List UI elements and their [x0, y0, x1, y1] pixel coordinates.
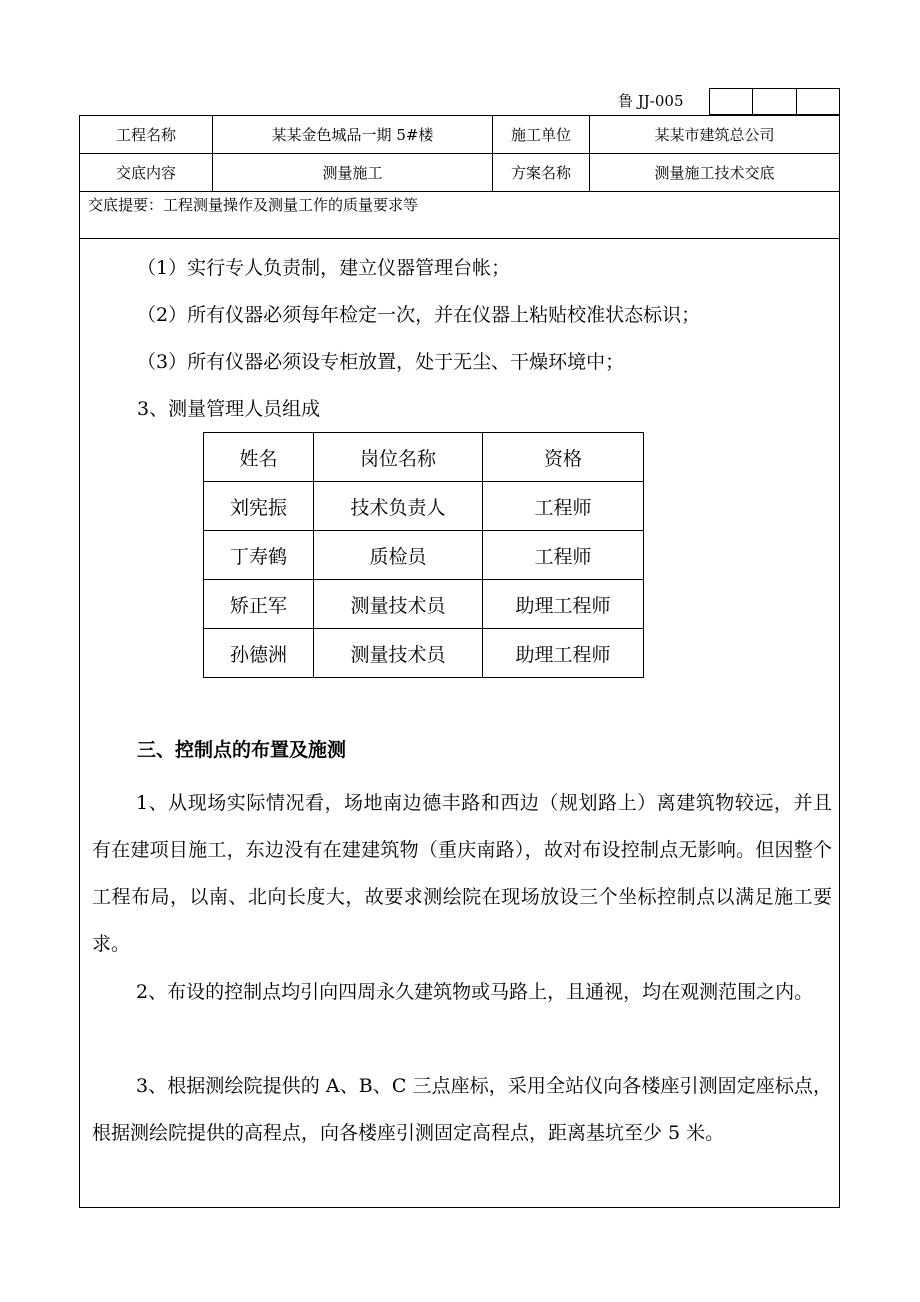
label-plan-name: 方案名称 — [493, 154, 590, 191]
header-row-content — [80, 154, 839, 192]
table-cell: 刘宪振 — [204, 482, 314, 531]
table-row — [204, 580, 644, 629]
section-paragraph-1: 1、从现场实际情况看，场地南边德丰路和西边（规划路上）离建筑物较远，并且有在建项目施工，东边没有在建建筑物（重庆南路），故对布设控制点无影响。但因整个工程布局，以南、北向长度大，故要求测绘院在现场放设三个坐标控制点以满足施工要求。 — [92, 792, 832, 955]
table-header-qualification: 资格 — [483, 433, 644, 482]
header-row-project — [80, 116, 839, 154]
value-contractor: 某某市建筑总公司 — [654, 126, 775, 144]
table-cell: 工程师 — [483, 482, 644, 531]
value-project-name: 某某金色城品一期 5#楼 — [213, 116, 493, 153]
document-frame — [79, 115, 840, 1208]
table-cell: 助理工程师 — [483, 629, 644, 678]
staff-table — [203, 432, 644, 678]
label-contractor: 施工单位 — [493, 116, 590, 153]
section-paragraph-2: 2、布设的控制点均引向四周永久建筑物或马路上，且通视，均在观测范围之内。 — [136, 981, 814, 1003]
label-project-name: 工程名称 — [80, 116, 213, 153]
section-title: 三、控制点的布置及施测 — [137, 739, 347, 761]
value-plan-name: 测量施工技术交底 — [654, 164, 775, 182]
value-briefing-content: 测量施工 — [213, 154, 493, 191]
table-cell: 测量技术员 — [314, 580, 483, 629]
code-boxes — [709, 88, 840, 115]
staff-heading: 3、测量管理人员组成 — [137, 398, 321, 420]
table-cell: 工程师 — [483, 531, 644, 580]
table-header-position: 岗位名称 — [314, 433, 483, 482]
code-box — [710, 89, 753, 114]
document-code: 鲁 JJ-005 — [618, 92, 684, 110]
label-briefing-content: 交底内容 — [80, 154, 213, 191]
code-box — [753, 89, 796, 114]
section-paragraph-3: 3、根据测绘院提供的 A、B、C 三点座标，采用全站仪向各楼座引测固定座标点，根据测绘院提供的高程点，向各楼座引测固定高程点，距离基坑至少 5 米。 — [92, 1075, 832, 1144]
code-box — [797, 89, 839, 114]
instrument-rule-2: （2）所有仪器必须每年检定一次，并在仪器上粘贴校准状态标识； — [137, 304, 701, 326]
table-row — [204, 531, 644, 580]
table-row — [204, 482, 644, 531]
instrument-rule-3: （3）所有仪器必须设专柜放置，处于无尘、干燥环境中； — [137, 351, 625, 373]
table-cell: 矫正军 — [204, 580, 314, 629]
table-header-row — [204, 433, 644, 482]
table-cell: 助理工程师 — [483, 580, 644, 629]
table-row — [204, 629, 644, 678]
table-header-name: 姓名 — [204, 433, 314, 482]
table-cell: 丁寿鹤 — [204, 531, 314, 580]
table-cell: 测量技术员 — [314, 629, 483, 678]
table-cell: 技术负责人 — [314, 482, 483, 531]
instrument-rule-1: （1）实行专人负责制，建立仪器管理台帐； — [137, 257, 511, 279]
table-cell: 质检员 — [314, 531, 483, 580]
briefing-summary: 交底提要：工程测量操作及测量工作的质量要求等 — [80, 192, 839, 239]
table-cell: 孙德洲 — [204, 629, 314, 678]
